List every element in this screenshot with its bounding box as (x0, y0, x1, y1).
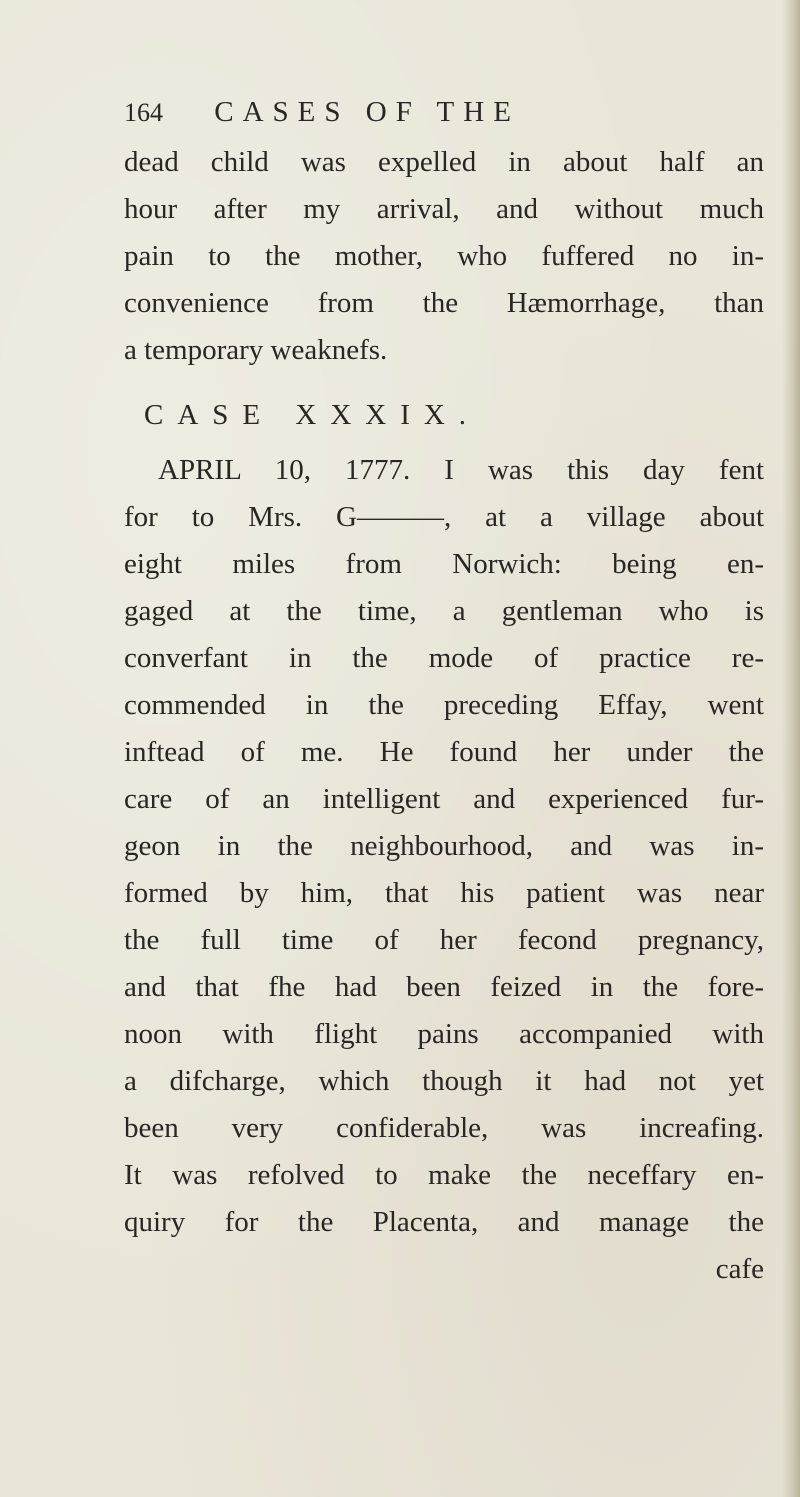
page-number: 164 (124, 98, 163, 127)
text-line: gaged at the time, a gentleman who is (124, 595, 764, 627)
text-line: convenience from the Hæmorrhage, than (124, 287, 764, 319)
text-line: formed by him, that his patient was near (124, 877, 764, 909)
page-edge-shadow (782, 0, 800, 1497)
text-line: noon with flight pains accompanied with (124, 1018, 764, 1050)
catchword: cafe (715, 1253, 764, 1285)
text-line: eight miles from Norwich: being en- (124, 548, 764, 580)
text-line: quiry for the Placenta, and manage the (124, 1206, 764, 1238)
text-line: geon in the neighbourhood, and was in- (124, 830, 764, 862)
text-line: hour after my arrival, and without much (124, 193, 764, 225)
text-line: a difcharge, which though it had not yet (124, 1065, 764, 1097)
text-line: a temporary weaknefs. (124, 334, 388, 366)
text-line: commended in the preceding Effay, went (124, 689, 764, 721)
text-line: converfant in the mode of practice re- (124, 642, 764, 674)
text-line: It was refolved to make the neceffary en- (124, 1159, 764, 1191)
text-line: the full time of her fecond pregnancy, (124, 924, 764, 956)
text-line: and that fhe had been feized in the fore- (124, 971, 764, 1003)
running-head: CASES OF THE (214, 96, 520, 128)
case-heading: CASE XXXIX. (144, 399, 481, 431)
text-line: inftead of me. He found her under the (124, 736, 764, 768)
page-header (124, 96, 744, 136)
text-line: pain to the mother, who fuffered no in- (124, 240, 764, 272)
body-text (124, 139, 764, 1293)
text-line: care of an intelligent and experienced fur- (124, 783, 764, 815)
text-line: for to Mrs. G———, at a village about (124, 501, 764, 533)
paragraph-2 (124, 447, 764, 1246)
text-line: dead child was expelled in about half an (124, 146, 764, 178)
text-line: been very confiderable, was increafing. (124, 1112, 764, 1144)
text-line: APRIL 10, 1777. I was this day fent (158, 454, 764, 486)
paragraph-1 (124, 139, 764, 374)
